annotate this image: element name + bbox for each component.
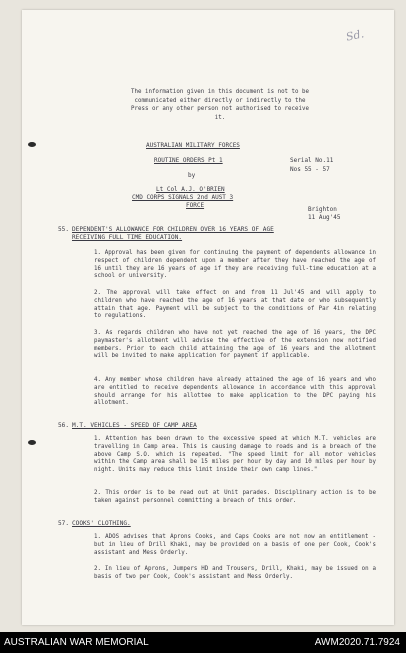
by-label: by bbox=[188, 172, 196, 179]
unit-heading: AUSTRALIAN MILITARY FORCES bbox=[146, 142, 240, 149]
section-number: 57. bbox=[58, 520, 70, 527]
date: 11 Aug'45 bbox=[308, 214, 341, 221]
section-title: M.T. VEHICLES - SPEED OF CAMP AREA bbox=[72, 422, 197, 429]
punch-hole bbox=[28, 142, 36, 147]
command-name: CMD CORPS SIGNALS 2nd AUST 3 bbox=[132, 194, 234, 201]
archive-name: AUSTRALIAN WAR MEMORIAL bbox=[4, 637, 149, 648]
handwritten-mark: Sd. bbox=[344, 27, 366, 44]
place-date bbox=[308, 206, 341, 222]
security-notice: The information given in this document is not to be communicated either directly or indirectly to the Press or any other person not authorised to receive it. bbox=[131, 89, 309, 121]
paragraph: 2. The approval will take effect on and from 11 Jul'45 and will apply to children who have reached the age of 16 years at that date or who subsequently attain that age. Payment will be subject to the conditions of Par 4in relating to regulations. bbox=[94, 290, 376, 320]
section-title-line: DEPENDENT'S ALLOWANCE FOR CHILDREN OVER 16 YEARS OF AGE bbox=[72, 226, 274, 233]
paragraph: 4. Any member whose children have already attained the age of 16 years and who are entitled to receive dependents allowance in accordance with this approval should arrange for his allottee to make application to the DPC paying his allotment. bbox=[94, 377, 376, 407]
order-numbers: Nos 55 - 57 bbox=[290, 166, 330, 173]
reference-block bbox=[290, 156, 333, 174]
punch-hole bbox=[28, 440, 36, 445]
orders-title: ROUTINE ORDERS Pt 1 bbox=[154, 157, 223, 164]
paragraph: 1. Attention has been drawn to the excessive speed at which M.T. vehicles are travelling in Camp area. This is causing damage to roads and is a breach of the above Camp S.O. which is repeated. "The speed limit for all motor vehicles within the Camp area shall be 15 miles per hour by day and 10 miles per hour by night. Units may reduce this limit inside their own camp lines." bbox=[94, 436, 376, 474]
archive-footer bbox=[0, 632, 406, 653]
section-title bbox=[72, 226, 372, 242]
accession-number: AWM2020.71.7924 bbox=[314, 637, 400, 648]
paragraph: 1. Approval has been given for continuing the payment of dependents allowance in respect of children dependent upon a member after they have reached the age of 16 until they are 16 years of age if they are receiving full-time education at a school or university. bbox=[94, 250, 376, 280]
paragraph: 2. In lieu of Aprons, Jumpers HD and Trousers, Drill, Khaki, may be issued on a basis of two per Cook, Cook's assistant and Mess Orderly. bbox=[94, 566, 376, 580]
force-name: FORCE bbox=[186, 202, 205, 209]
commander-name: Lt Col A.J. O'BRIEN bbox=[156, 186, 225, 193]
section-number: 55. bbox=[58, 226, 70, 233]
paragraph: 2. This order is to be read out at Unit parades. Disciplinary action is to be taken against personnel committing a breach of this order. bbox=[94, 490, 376, 504]
paragraph: 3. As regards children who have not yet reached the age of 16 years, the DPC paymaster's allotment will advise the effective of the extension now notified members. Prior to each child attaining the age of 16 years and the allotment will be invited to make application for payment if applicable. bbox=[94, 330, 376, 360]
place: Brighton bbox=[308, 206, 337, 213]
serial-number: Serial No.11 bbox=[290, 157, 334, 164]
document-page bbox=[22, 10, 394, 625]
section-title: COOKS' CLOTHING. bbox=[72, 520, 131, 527]
paragraph: 1. ADOS advises that Aprons Cooks, and Caps Cooks are not now an entitlement - but in lieu of Drill Khaki, may be provided on a basis of one per Cook, Cook's assistant and Mess Orderly. bbox=[94, 534, 376, 556]
section-title-line: RECEIVING FULL TIME EDUCATION. bbox=[72, 234, 183, 242]
section-number: 56. bbox=[58, 422, 70, 429]
